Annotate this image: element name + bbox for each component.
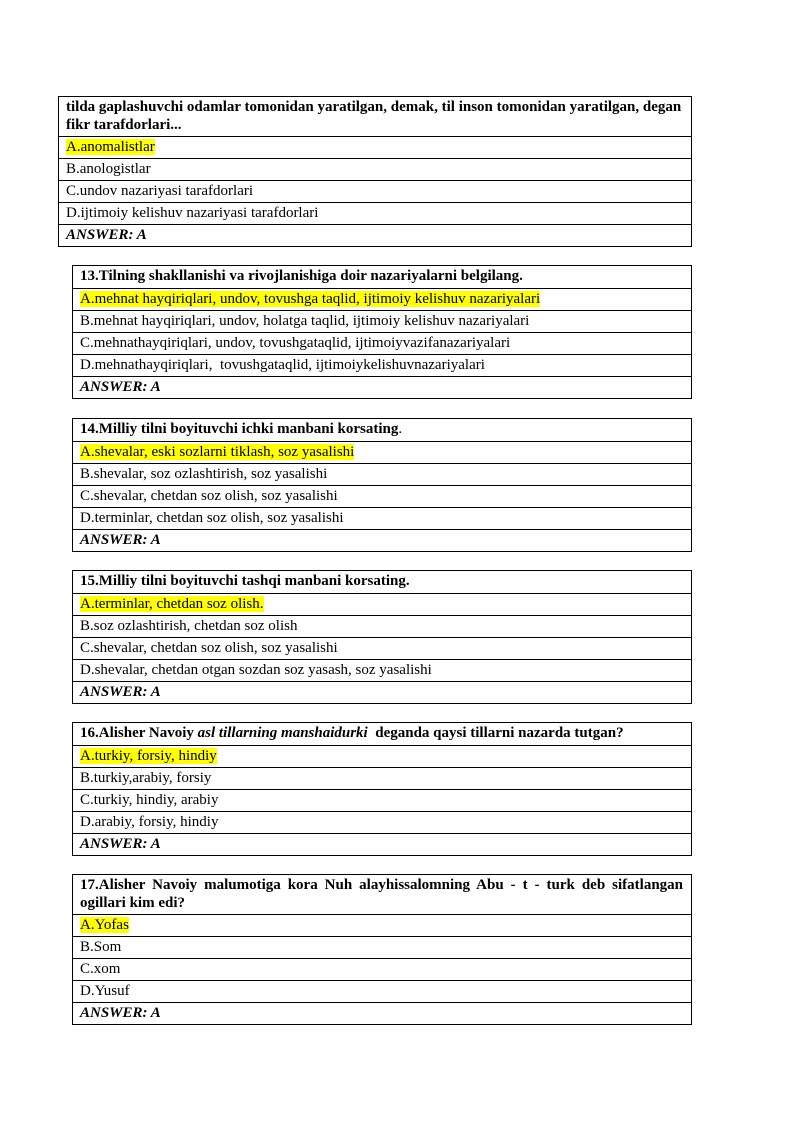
answer-line: ANSWER: A [73, 833, 691, 855]
question-block-12 [58, 96, 692, 247]
question-text: 14.Milliy tilni boyituvchi ichki manbani korsating [80, 421, 399, 437]
option-b: B.mehnat hayqiriqlari, undov, holatga taqlid, ijtimoiy kelishuv nazariyalari [73, 310, 691, 332]
option-a [73, 288, 691, 310]
answer-line: ANSWER: A [73, 1002, 691, 1024]
option-c: C.shevalar, chetdan soz olish, soz yasalishi [73, 637, 691, 659]
option-a [73, 441, 691, 463]
option-a-text: A.shevalar, eski sozlarni tiklash, soz yasalishi [80, 444, 355, 460]
option-c: C.xom [73, 958, 691, 980]
option-a [73, 914, 691, 936]
question-text: 13.Tilning shakllanishi va rivojlanishiga doir nazariyalarni belgilang. [80, 268, 523, 284]
option-b: B.soz ozlashtirish, chetdan soz olish [73, 615, 691, 637]
option-a [59, 136, 691, 158]
question-text: 15.Milliy tilni boyituvchi tashqi manbani korsating. [80, 573, 410, 589]
option-a-text: A.anomalistlar [66, 139, 155, 155]
option-b: B.turkiy,arabiy, forsiy [73, 767, 691, 789]
option-b: B.Som [73, 936, 691, 958]
option-b: B.anologistlar [59, 158, 691, 180]
option-d: D.Yusuf [73, 980, 691, 1002]
question-block-15 [72, 570, 692, 704]
question-quote: asl tillarning manshaidurki [197, 725, 368, 741]
answer-line: ANSWER: A [59, 224, 691, 246]
question-block-14 [72, 418, 692, 552]
option-c: C.turkiy, hindiy, arabiy [73, 789, 691, 811]
question-text-end: deganda qaysi tillarni nazarda tutgan? [367, 725, 624, 741]
question-suffix: . [398, 421, 403, 437]
option-c: C.undov nazariyasi tarafdorlari [59, 180, 691, 202]
answer-line: ANSWER: A [73, 681, 691, 703]
option-a-text: A.terminlar, chetdan soz olish. [80, 596, 264, 612]
option-a-text: A.turkiy, forsiy, hindiy [80, 748, 217, 764]
question-text-start: 16.Alisher Navoiy [80, 725, 198, 741]
option-d: D.mehnathayqiriqlari, tovushgataqlid, ijtimoiykelishuvnazariyalari [73, 354, 691, 376]
question-block-16 [72, 722, 692, 856]
answer-line: ANSWER: A [73, 376, 691, 398]
option-d: D.terminlar, chetdan soz olish, soz yasalishi [73, 507, 691, 529]
option-a-text: A.Yofas [80, 917, 129, 933]
option-d: D.ijtimoiy kelishuv nazariyasi tarafdorlari [59, 202, 691, 224]
question-block-17 [72, 874, 692, 1025]
option-c: C.shevalar, chetdan soz olish, soz yasalishi [73, 485, 691, 507]
question-row [73, 723, 691, 745]
option-c: C.mehnathayqiriqlari, undov, tovushgataqlid, ijtimoiyvazifanazariyalari [73, 332, 691, 354]
question-text: 17.Alisher Navoiy malumotiga kora Nuh alayhissalomning Abu - t - turk deb sifatlangan ogillari kim edi? [80, 877, 683, 911]
option-d: D.shevalar, chetdan otgan sozdan soz yasash, soz yasalishi [73, 659, 691, 681]
question-text: tilda gaplashuvchi odamlar tomonidan yaratilgan, demak, til inson tomonidan yaratilgan, degan fikr tarafdorlari... [66, 99, 682, 133]
option-a-text: A.mehnat hayqiriqlari, undov, tovushga taqlid, ijtimoiy kelishuv nazariyalari [80, 291, 541, 307]
option-a [73, 745, 691, 767]
option-b: B.shevalar, soz ozlashtirish, soz yasalishi [73, 463, 691, 485]
option-a [73, 593, 691, 615]
option-d: D.arabiy, forsiy, hindiy [73, 811, 691, 833]
question-block-13 [72, 265, 692, 399]
question-row [73, 419, 691, 441]
answer-line: ANSWER: A [73, 529, 691, 551]
